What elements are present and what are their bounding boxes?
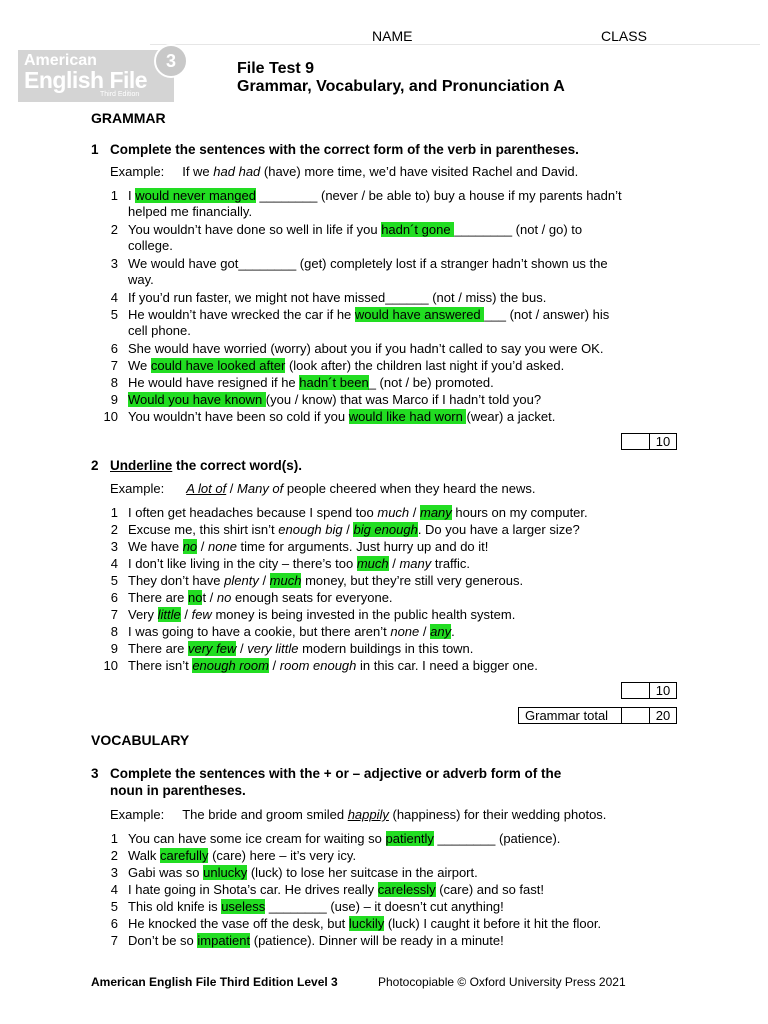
item-text xyxy=(128,556,470,571)
item-text-end: ___ (not / answer) his xyxy=(484,307,610,322)
item-text-end: (luck) to lose her suitcase in the airport. xyxy=(247,865,478,880)
item-text xyxy=(128,341,603,356)
ex1-example: Example: If we had had (have) more time, we’d have visited Rachel and David. xyxy=(110,164,579,179)
item-text-continued: cell phone. xyxy=(128,323,191,338)
item-answer: patiently xyxy=(385,831,434,846)
item-number: 4 xyxy=(110,882,118,897)
item-text xyxy=(128,188,622,203)
item-text-start: He would have resigned if he xyxy=(128,375,300,390)
item-answer: useless xyxy=(221,899,266,914)
ex2-score: 10 xyxy=(649,682,677,699)
item-fragment: I don’t like living in the city – there’s too xyxy=(128,556,357,571)
chosen-word: much xyxy=(356,556,389,571)
item-answer: hadn´t gone xyxy=(381,222,455,237)
item-text-start: You wouldn’t have done so well in life if you xyxy=(128,222,382,237)
item-text-end: ________ (never / be able to) buy a house if my parents hadn’t xyxy=(255,188,622,203)
item-text-end: ________ (patience). xyxy=(433,831,561,846)
item-fragment: in this car. I need a bigger one. xyxy=(356,658,538,673)
item-text xyxy=(128,899,504,914)
chosen-word: no xyxy=(187,590,203,605)
chosen-word: much xyxy=(269,573,302,588)
footer-right: Photocopiable © Oxford University Press 2021 xyxy=(378,975,626,989)
item-text xyxy=(128,222,582,237)
item-text xyxy=(128,539,488,554)
item-text xyxy=(128,375,494,390)
item-text-start: We would have got________ (get) completely lost if a stranger hadn’t shown us the xyxy=(128,256,608,271)
item-number: 1 xyxy=(110,505,118,520)
item-number: 4 xyxy=(110,290,118,305)
item-fragment: enough big xyxy=(278,522,343,537)
item-text-end: (wear) a jacket. xyxy=(466,409,556,424)
item-text xyxy=(128,624,455,639)
item-fragment: / xyxy=(258,573,270,588)
item-text-end: (look after) the children last night if you’d asked. xyxy=(285,358,565,373)
item-answer: carefully xyxy=(160,848,209,863)
item-number: 7 xyxy=(110,607,118,622)
item-fragment: / xyxy=(409,505,420,520)
item-fragment: They don’t have xyxy=(128,573,225,588)
item-text-start: He wouldn’t have wrecked the car if he xyxy=(128,307,355,322)
item-fragment: no xyxy=(216,590,232,605)
item-number: 1 xyxy=(110,188,118,203)
item-text-end: (luck) I caught it before it hit the floor. xyxy=(384,916,602,931)
item-fragment: plenty xyxy=(224,573,259,588)
item-number: 5 xyxy=(110,899,118,914)
item-fragment: . Do you have a larger size? xyxy=(417,522,580,537)
item-text xyxy=(128,590,393,605)
item-answer: impatient xyxy=(197,933,251,948)
ex2-instruction: Underline the correct word(s). xyxy=(110,458,303,473)
item-text-continued: way. xyxy=(128,272,154,287)
american-english-file-logo xyxy=(18,50,174,102)
item-number: 1 xyxy=(110,831,118,846)
item-number: 4 xyxy=(110,556,118,571)
item-fragment: I was going to have a cookie, but there aren’t xyxy=(128,624,391,639)
item-answer: hadn´t been xyxy=(299,375,369,390)
item-answer: would have answered xyxy=(354,307,485,322)
item-text xyxy=(128,933,504,948)
chosen-word: big enough xyxy=(353,522,418,537)
ex1-number: 1 xyxy=(91,142,99,157)
item-number: 3 xyxy=(110,539,118,554)
ex2-example: Example: A lot of / Many of people cheered when they heard the news. xyxy=(110,481,536,496)
item-number: 3 xyxy=(110,256,118,271)
item-answer: could have looked after xyxy=(150,358,286,373)
item-number: 7 xyxy=(110,358,118,373)
item-text-continued: college. xyxy=(128,238,173,253)
item-answer: carelessly xyxy=(377,882,436,897)
item-text xyxy=(128,307,609,322)
item-text-start: You can have some ice cream for waiting so xyxy=(128,831,386,846)
item-text-end: (you / know) that was Marco if I hadn’t told you? xyxy=(265,392,542,407)
item-text-start: Don’t be so xyxy=(128,933,198,948)
item-number: 6 xyxy=(110,916,118,931)
item-text xyxy=(128,573,523,588)
item-text-end: (care) here – it’s very icy. xyxy=(208,848,357,863)
item-fragment: hours on my computer. xyxy=(451,505,588,520)
item-number: 8 xyxy=(110,375,118,390)
chosen-word: very few xyxy=(187,641,237,656)
item-fragment: / xyxy=(236,641,248,656)
test-subtitle: Grammar, Vocabulary, and Pronunciation A xyxy=(237,78,565,95)
item-answer: unlucky xyxy=(203,865,248,880)
item-text-start: We xyxy=(128,358,151,373)
item-text-start: If you’d run faster, we might not have missed______ (not / miss) the bus. xyxy=(128,290,547,305)
item-fragment: There isn’t xyxy=(128,658,193,673)
chosen-word: enough room xyxy=(192,658,269,673)
item-text xyxy=(128,392,541,407)
item-text xyxy=(128,290,546,305)
item-number: 2 xyxy=(110,522,118,537)
item-text xyxy=(128,256,608,271)
item-number: 6 xyxy=(110,341,118,356)
item-fragment: money is being invested in the public health system. xyxy=(211,607,516,622)
chosen-word: no xyxy=(182,539,198,554)
item-number: 5 xyxy=(110,573,118,588)
item-fragment: / xyxy=(197,539,208,554)
item-number: 10 xyxy=(103,409,118,424)
item-text xyxy=(128,848,356,863)
footer-left: American English File Third Edition Level 3 xyxy=(91,975,338,989)
vocabulary-heading: VOCABULARY xyxy=(91,732,190,748)
item-text xyxy=(128,358,564,373)
item-fragment: very little xyxy=(247,641,299,656)
grammar-heading: GRAMMAR xyxy=(91,110,166,126)
item-answer: Would you have known xyxy=(128,392,266,407)
item-text-start: He knocked the vase off the desk, but xyxy=(128,916,349,931)
item-fragment: room enough xyxy=(279,658,357,673)
item-fragment: I often get headaches because I spend too xyxy=(128,505,378,520)
item-text xyxy=(128,831,560,846)
ex1-score: 10 xyxy=(649,433,677,450)
item-fragment: / xyxy=(388,556,400,571)
item-answer: would like had worn xyxy=(348,409,467,424)
ex1-score-box xyxy=(621,433,650,450)
item-fragment: traffic. xyxy=(431,556,471,571)
item-text xyxy=(128,865,478,880)
item-fragment: There are xyxy=(128,641,188,656)
chosen-word: any xyxy=(430,624,452,639)
logo-line1: American xyxy=(24,52,97,69)
item-fragment: Very xyxy=(128,607,158,622)
item-number: 9 xyxy=(110,392,118,407)
ex3-example: Example: The bride and groom smiled happily (happiness) for their wedding photos. xyxy=(110,807,607,822)
item-text-start: I xyxy=(128,188,136,203)
item-fragment: few xyxy=(191,607,212,622)
chosen-word: many xyxy=(420,505,452,520)
header-rule xyxy=(150,44,760,45)
item-text-start: I hate going in Shota’s car. He drives really xyxy=(128,882,378,897)
chosen-word: little xyxy=(157,607,181,622)
item-answer: luckily xyxy=(348,916,385,931)
ex3-instruction-line1: Complete the sentences with the + or – adjective or adverb form of the xyxy=(110,766,562,781)
item-fragment: enough seats for everyone. xyxy=(231,590,393,605)
logo-edition: Third Edition xyxy=(100,91,140,98)
item-text xyxy=(128,607,515,622)
item-number: 9 xyxy=(110,641,118,656)
item-text xyxy=(128,409,555,424)
item-fragment: / xyxy=(268,658,280,673)
item-number: 5 xyxy=(110,307,118,322)
item-text xyxy=(128,658,538,673)
item-text-start: Walk xyxy=(128,848,161,863)
item-fragment: time for arguments. Just hurry up and do it! xyxy=(236,539,489,554)
item-number: 2 xyxy=(110,848,118,863)
item-fragment: money, but they’re still very generous. xyxy=(301,573,524,588)
grammar-total-box xyxy=(621,707,650,724)
item-number: 8 xyxy=(110,624,118,639)
ex3-instruction-line2: noun in parentheses. xyxy=(110,783,246,798)
item-text xyxy=(128,641,473,656)
item-text-start: You wouldn’t have been so cold if you xyxy=(128,409,349,424)
item-fragment: none xyxy=(208,539,237,554)
item-text-end: ________ (not / go) to xyxy=(454,222,583,237)
item-text-start: She would have worried (worry) about you if you hadn’t called to say you were OK. xyxy=(128,341,604,356)
item-text-end: _ (not / be) promoted. xyxy=(368,375,494,390)
item-number: 6 xyxy=(110,590,118,605)
item-text-end: (care) and so fast! xyxy=(435,882,544,897)
item-text-end: ________ (use) – it doesn’t cut anything! xyxy=(265,899,504,914)
item-fragment: There are xyxy=(128,590,188,605)
item-text-start: Gabi was so xyxy=(128,865,204,880)
ex1-instruction: Complete the sentences with the correct form of the verb in parentheses. xyxy=(110,142,579,157)
item-text xyxy=(128,522,580,537)
item-fragment: much xyxy=(377,505,410,520)
item-fragment: / xyxy=(419,624,431,639)
ex3-number: 3 xyxy=(91,766,99,781)
item-text xyxy=(128,882,544,897)
item-fragment: t / xyxy=(202,590,217,605)
logo-line2: English File xyxy=(24,67,148,93)
item-text-continued: helped me financially. xyxy=(128,204,253,219)
item-fragment: / xyxy=(342,522,354,537)
grammar-total-score: 20 xyxy=(649,707,677,724)
item-text-end: (patience). Dinner will be ready in a minute! xyxy=(250,933,504,948)
item-number: 3 xyxy=(110,865,118,880)
class-label: CLASS xyxy=(601,28,647,44)
ex2-score-box xyxy=(621,682,650,699)
item-answer: would never manged xyxy=(135,188,256,203)
item-text-start: This old knife is xyxy=(128,899,222,914)
item-fragment: We have xyxy=(128,539,183,554)
item-text xyxy=(128,916,601,931)
item-fragment: many xyxy=(399,556,432,571)
grammar-total-label: Grammar total xyxy=(518,707,622,724)
item-fragment: none xyxy=(390,624,420,639)
item-fragment: / xyxy=(180,607,192,622)
ex2-number: 2 xyxy=(91,458,99,473)
item-fragment: . xyxy=(451,624,455,639)
item-number: 7 xyxy=(110,933,118,948)
item-number: 10 xyxy=(103,658,118,673)
item-fragment: Excuse me, this shirt isn’t xyxy=(128,522,279,537)
name-label: NAME xyxy=(372,28,413,44)
item-number: 2 xyxy=(110,222,118,237)
test-title: File Test 9 xyxy=(237,60,315,77)
example-label: Example: xyxy=(110,164,165,179)
item-fragment: modern buildings in this town. xyxy=(298,641,474,656)
item-text xyxy=(128,505,588,520)
logo-level-badge: 3 xyxy=(154,44,188,78)
